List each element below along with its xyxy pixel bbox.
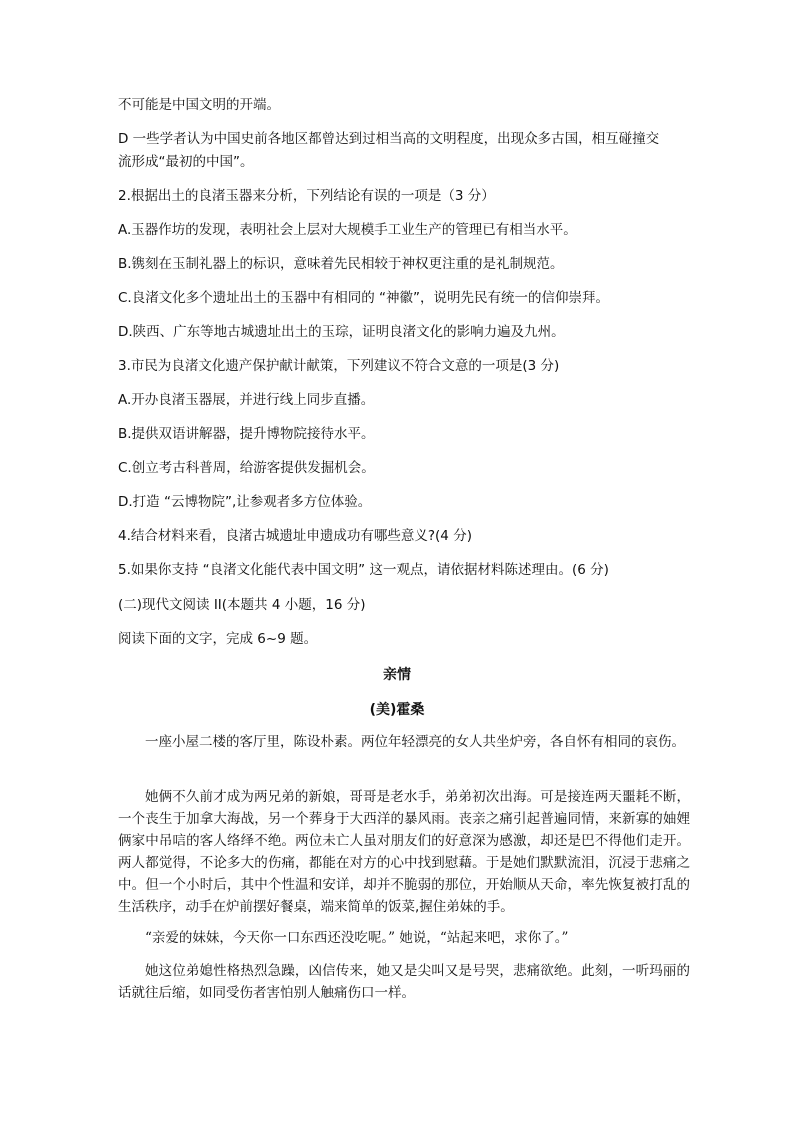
story-author: (美)霍桑 [369, 702, 425, 718]
question-2-option-c: C.良渚文化多个遗址出土的玉器中有相同的 “神徽”，说明先民有统一的信仰崇拜。 [118, 290, 609, 306]
story-paragraph-3: “亲爱的妹妹，今天你一口东西还没吃呢。” 她说，“站起来吧，求你了。” [145, 930, 569, 946]
question-3-option-d: D.打造 “云博物院”,让参观者多方位体验。 [118, 494, 372, 510]
question-3-option-b: B.提供双语讲解器，提升博物院接待水平。 [118, 426, 375, 442]
story-title: 亲情 [383, 667, 411, 683]
intro-line-1: 不可能是中国文明的开端。 [118, 97, 280, 113]
question-3-option-a: A.开办良渚玉器展，并进行线上同步直播。 [118, 392, 375, 408]
question-2-stem: 2.根据出土的良渚玉器来分析，下列结论有误的一项是（3 分） [118, 188, 495, 204]
question-2-option-a: A.玉器作坊的发现，表明社会上层对大规模手工业生产的管理已有相当水平。 [118, 222, 577, 238]
question-5: 5.如果你支持 “良渚文化能代表中国文明” 这一观点，请依据材料陈述理由。(6 分) [118, 562, 609, 578]
instruction: 阅读下面的文字，完成 6~9 题。 [118, 631, 318, 647]
question-2-option-d: D.陕西、广东等地古城遗址出土的玉琮，证明良渚文化的影响力遍及九州。 [118, 324, 565, 340]
question-3-option-c: C.创立考古科普周，给游客提供发掘机会。 [118, 460, 375, 476]
option-d-line-2: 流形成“最初的中国”。 [118, 154, 254, 170]
question-2-option-b: B.镌刻在玉制礼器上的标识，意味着先民相较于神权更注重的是礼制规范。 [118, 256, 564, 272]
section-heading: (二)现代文阅读 II(本题共 4 小题，16 分) [118, 597, 366, 613]
option-d-line-1: D 一些学者认为中国史前各地区都曾达到过相当高的文明程度，出现众多古国，相互碰撞交 [118, 131, 660, 147]
story-paragraph-1: 一座小屋二楼的客厅里，陈设朴素。两位年轻漂亮的女人共坐炉旁，各自怀有相同的哀伤。 [145, 734, 685, 750]
story-paragraph-4: 她这位弟媳性格热烈急躁，凶信传来，她又是尖叫又是号哭，悲痛欲绝。此刻，一听玛丽的话就往后缩，如同受伤者害怕别人触痛伤口一样。 [118, 963, 690, 1001]
story-paragraph-2: 她俩不久前才成为两兄弟的新娘，哥哥是老水手，弟弟初次出海。可是接连两天噩耗不断，一个丧生于加拿大海战，另一个葬身于大西洋的暴风雨。丧亲之痛引起普遍同情，来新寡的妯娌俩家中吊唁的客人络绎不绝。两位未亡人虽对朋友们的好意深为感激，却还是巴不得他们走开。两人都觉得，不论多大的伤痛，都能在对方的心中找到慰藉。于是她们默默流泪，沉浸于悲痛之中。但一个小时后，其中个性温和安详，却并不脆弱的那位，开始顺从天命，率先恢复被打乱的生活秩序，动手在炉前摆好餐桌，端来简单的饭菜,握住弟妹的手。 [118, 789, 690, 915]
question-4: 4.结合材料来看，良渚古城遗址申遗成功有哪些意义?(4 分) [118, 528, 472, 544]
question-3-stem: 3.市民为良渚文化遗产保护献计献策，下列建议不符合文意的一项是(3 分) [118, 358, 560, 374]
